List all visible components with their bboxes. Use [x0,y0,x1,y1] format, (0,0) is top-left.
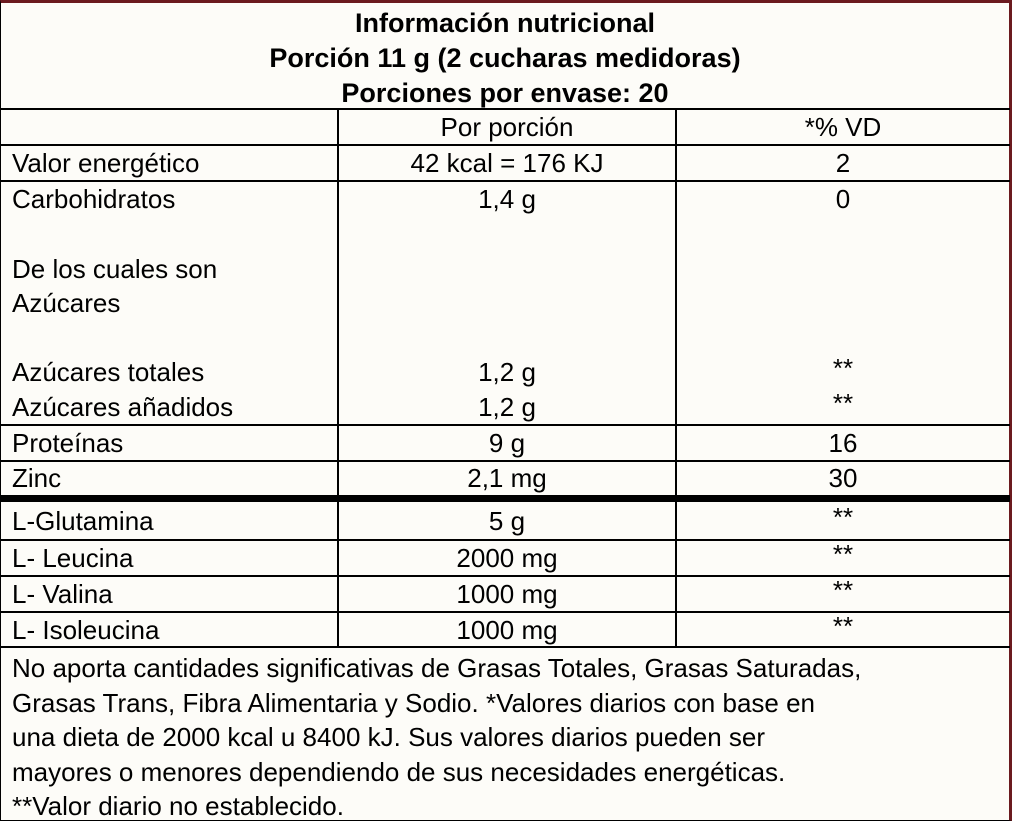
row-label-valine: L- Valina [12,579,113,609]
row-label-isoleucine: L- Isoleucina [12,615,160,645]
table-header [1,6,1009,109]
row-vd-total-sugars: ** [832,353,854,383]
row-label-added-sugars: Azúcares añadidos [12,392,234,422]
row-value-glutamine: 5 g [488,506,526,536]
row-value-zinc: 2,1 mg [467,463,547,493]
row-vd-leucine: ** [832,539,854,569]
row-label-carbs: Carbohidratos [12,184,176,214]
row-vd-isoleucine: ** [832,611,854,641]
row-label-zinc: Zinc [12,463,62,493]
row-value-energy: 42 kcal = 176 KJ [410,148,604,178]
row-vd-glutamine: ** [832,502,854,532]
footnote-line: **Valor diario no establecido. [12,791,344,821]
row-label-sugars-of-line2: Azúcares [12,288,121,318]
footnote [12,651,1002,824]
row-value-valine: 1000 mg [456,579,558,609]
row-label-leucine: L- Leucina [12,543,134,573]
footnote-line: una dieta de 2000 kcal u 8400 kJ. Sus valores diarios pueden ser [12,722,766,752]
row-value-added-sugars: 1,2 g [478,392,536,422]
row-vd-energy: 2 [835,148,851,178]
row-value-protein: 9 g [488,428,526,458]
row-vd-valine: ** [832,575,854,605]
servings-per-container: Porciones por envase: 20 [341,78,669,108]
row-label-protein: Proteínas [12,428,124,458]
row-label-total-sugars: Azúcares totales [12,357,205,387]
portion-size: Porción 11 g (2 cucharas medidoras) [269,43,741,73]
footnote-line: mayores o menores dependiendo de sus necesidades energéticas. [12,756,786,787]
footnote-line: No aporta cantidades significativas de Grasas Totales, Grasas Saturadas, [12,653,862,683]
footnote-line: Grasas Trans, Fibra Alimentaria y Sodio. *Valores diarios con base en [12,687,816,718]
column-header-daily-value: *% VD [804,112,882,142]
row-vd-protein: 16 [828,428,858,458]
row-label-glutamine: L-Glutamina [12,506,154,536]
row-vd-added-sugars: ** [832,388,854,418]
row-value-isoleucine: 1000 mg [456,615,558,645]
row-value-carbs: 1,4 g [478,184,536,214]
row-value-total-sugars: 1,2 g [478,357,536,387]
row-label-energy: Valor energético [12,148,200,178]
row-vd-zinc: 30 [828,463,858,493]
row-label-sugars-of-line1: De los cuales son [12,254,218,284]
row-value-leucine: 2000 mg [456,543,558,573]
table-title: Información nutricional [354,8,656,38]
row-vd-carbs: 0 [835,184,851,214]
column-header-per-portion: Por porción [440,112,574,142]
